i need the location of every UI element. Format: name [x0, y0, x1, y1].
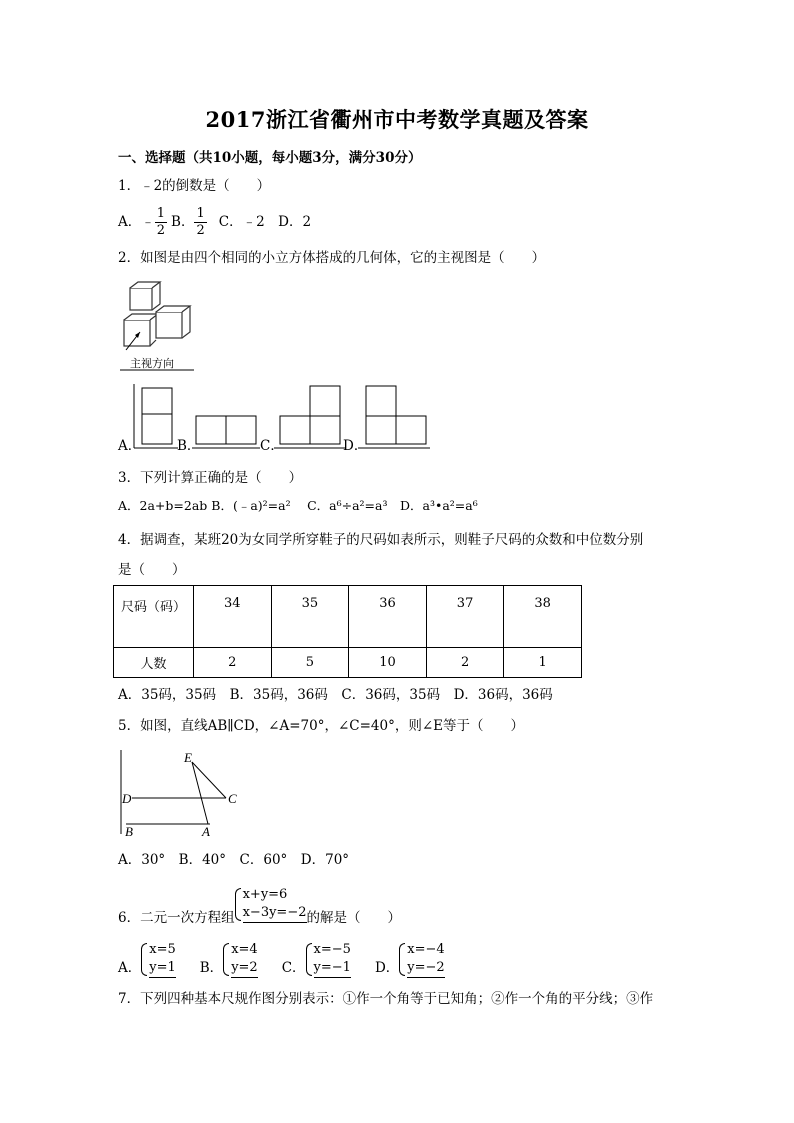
option-b-prefix: B． — [171, 214, 195, 230]
option-label: A． — [118, 960, 142, 976]
question-4-stem-line1: 4．据调查，某班20为女同学所穿鞋子的尺码如表所示，则鞋子尺码的众数和中位数分别 — [118, 532, 644, 548]
option-a-label: A． — [118, 438, 142, 454]
label-e: E — [184, 750, 192, 765]
equation-2: x−3y=−2 — [243, 904, 307, 923]
solution-c — [306, 941, 351, 978]
question-1-stem: 1．﹣2的倒数是（ ） — [118, 178, 271, 194]
frac-num: 1 — [156, 205, 166, 221]
question-6-stem — [118, 884, 401, 932]
option-label: D． — [374, 960, 400, 976]
table-cell: 1 — [504, 648, 582, 678]
section-heading: 一、选择题（共10小题，每小题3分，满分30分） — [118, 150, 422, 166]
table-cell: 10 — [349, 648, 427, 678]
table-cell: 2 — [426, 648, 504, 678]
solution-y: y=−1 — [314, 959, 351, 978]
solution-y: y=2 — [231, 959, 258, 978]
table-cell: 34 — [194, 586, 272, 648]
question-3-stem: 3．下列计算正确的是（ ） — [118, 470, 303, 486]
table-cell: 2 — [194, 648, 272, 678]
option-a-figure — [132, 384, 178, 450]
table-cell: 尺码（码） — [114, 586, 194, 648]
question-1-options — [118, 204, 311, 240]
table-cell: 人数 — [114, 648, 194, 678]
solution-x: x=−5 — [313, 941, 351, 957]
equation-system — [235, 886, 307, 923]
label-a: A — [202, 824, 210, 838]
fraction-b — [194, 206, 206, 239]
option-cd: C．﹣2 D．2 — [218, 214, 312, 230]
solution-x: x=−4 — [407, 941, 445, 957]
table-cell: 37 — [426, 586, 504, 648]
frac-den: 2 — [196, 222, 205, 238]
solution-y: y=−2 — [407, 959, 444, 978]
question-4-options: A．35码，35码 B．35码，36码 C．36码，35码 D．36码，36码 — [118, 687, 553, 703]
table-row — [114, 586, 582, 648]
table-cell: 38 — [504, 586, 582, 648]
question-7-stem: 7．下列四种基本尺规作图分别表示：①作一个角等于已知角；②作一个角的平分线；③作 — [118, 991, 654, 1007]
question-6-options — [118, 938, 445, 980]
table-row — [114, 648, 582, 678]
option-b-label: B． — [177, 438, 201, 454]
page-title: 2017浙江省衢州市中考数学真题及答案 — [205, 107, 589, 132]
option-label: C． — [281, 960, 306, 976]
question-5-options: A．30° B．40° C．60° D．70° — [118, 852, 350, 868]
label-d: D — [122, 791, 132, 806]
option-b-figure — [192, 410, 260, 450]
question-2-stem: 2．如图是由四个相同的小立方体搭成的几何体，它的主视图是（ ） — [118, 250, 546, 266]
solution-x: x=4 — [231, 941, 258, 957]
question-3-options: A．2a+b=2ab B．(﹣a)²=a² C．a⁶÷a²=a³ D．a³•a²=a⁶ — [118, 498, 478, 513]
option-label: B． — [199, 960, 224, 976]
table-cell: 35 — [271, 586, 349, 648]
table-cell: 5 — [271, 648, 349, 678]
fraction-a — [155, 206, 167, 239]
option-c-figure — [274, 384, 346, 450]
option-c-label: C． — [260, 438, 284, 454]
frac-den: 2 — [156, 222, 166, 238]
table-cell: 36 — [349, 586, 427, 648]
question-4-stem-line2: 是（ ） — [118, 562, 186, 578]
solution-a — [141, 941, 176, 978]
question-5-stem: 5．如图，直线AB∥CD，∠A=70°，∠C=40°，则∠E等于（ ） — [118, 718, 524, 734]
solution-y: y=1 — [149, 959, 176, 978]
equation-1: x+y=6 — [242, 886, 288, 902]
solution-d — [399, 941, 444, 978]
parallel-lines-figure — [118, 748, 243, 838]
option-d-label: D． — [343, 438, 368, 454]
label-c: C — [228, 791, 237, 806]
figure-caption: 主视方向 — [130, 357, 174, 370]
question-6-prefix: 6．二元一次方程组 — [118, 910, 235, 926]
shoe-size-table — [113, 585, 582, 678]
frac-num: 1 — [196, 205, 205, 221]
option-d-figure — [358, 384, 430, 450]
solution-b — [223, 941, 258, 978]
option-a-prefix: A．﹣ — [118, 214, 155, 230]
solution-x: x=5 — [149, 941, 176, 957]
question-6-suffix: 的解是（ ） — [306, 910, 401, 926]
label-b: B — [125, 824, 133, 838]
